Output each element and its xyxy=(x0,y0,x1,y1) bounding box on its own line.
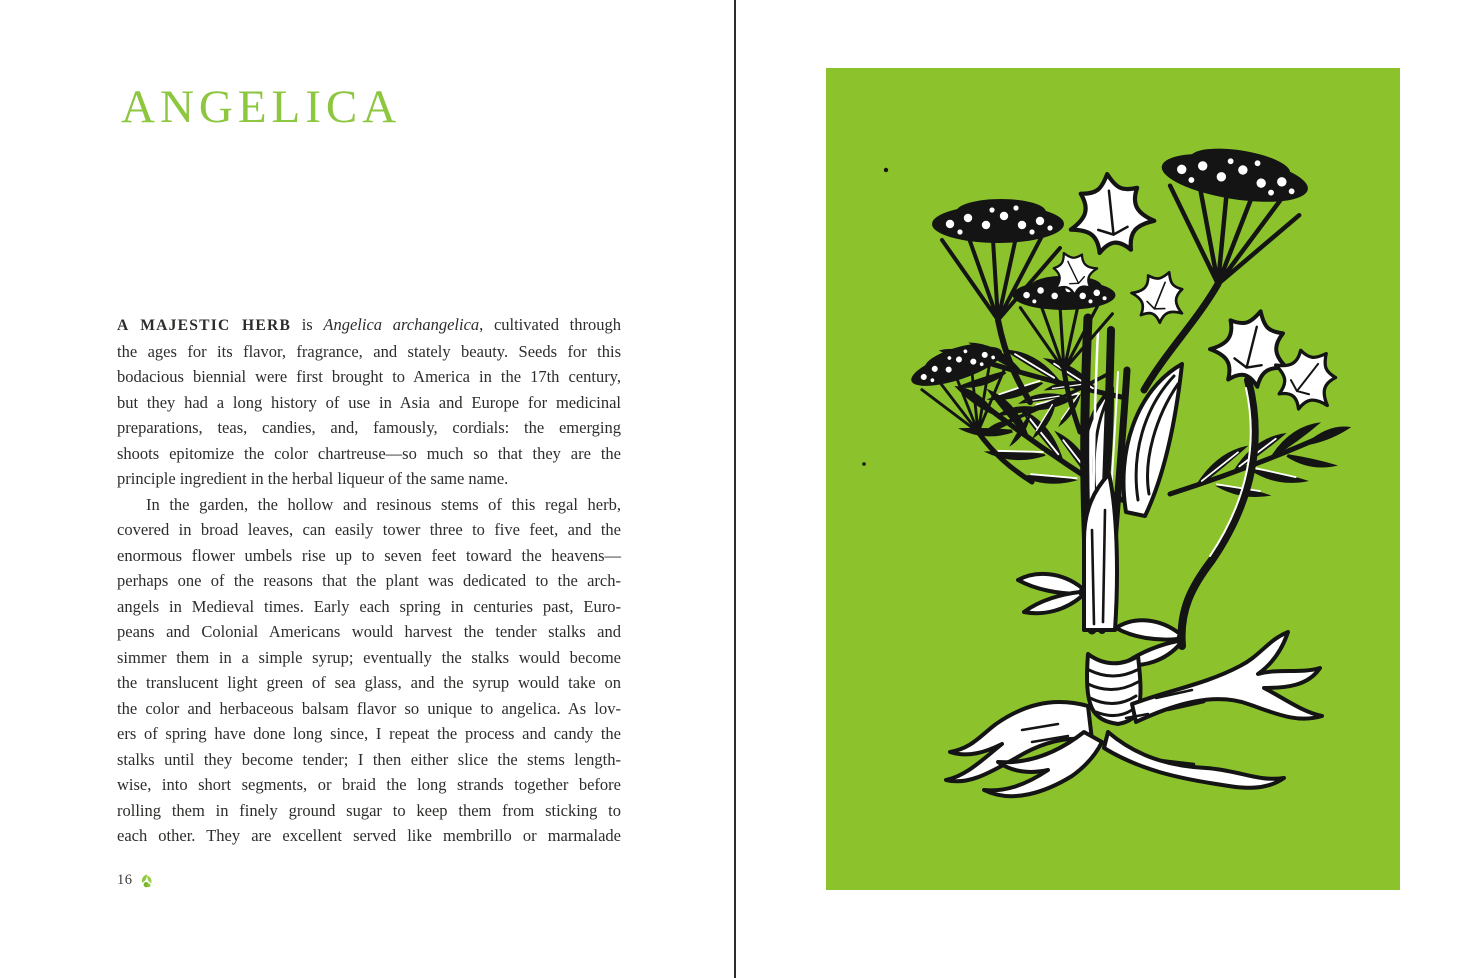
paragraph-1 xyxy=(117,312,621,492)
illustration-panel xyxy=(826,68,1400,890)
stalk-leaf-pair xyxy=(1018,574,1082,613)
text-line: shoots epitomize the color chartreuse—so much so that they are the xyxy=(117,443,621,463)
page-gutter-divider xyxy=(734,0,736,978)
text-line: enormous flower umbels rise up to seven feet toward the heavens— xyxy=(117,545,621,565)
first-line-rest: , cultivated through xyxy=(479,315,621,334)
text-line: covered in broad leaves, can easily tower three to five feet, and the xyxy=(117,520,621,539)
text-line: each other. They are excellent served like membrillo or marmalade xyxy=(117,826,621,845)
text-line: the ages for its flavor, fragrance, and stately beauty. Seeds for this xyxy=(117,341,621,361)
root xyxy=(946,632,1322,796)
text-line: angels in Medieval times. Early each spring in centuries past, Euro- xyxy=(117,596,621,616)
chapter-title: ANGELICA xyxy=(121,81,402,133)
text-line: simmer them in a simple syrup; eventually the stalks would become xyxy=(117,647,621,667)
text-line: the color and herbaceous balsam flavor so unique to angelica. As lov- xyxy=(117,698,621,718)
text-line xyxy=(117,312,621,339)
page-number: 16 xyxy=(117,872,133,888)
lead-phrase: A MAJESTIC HERB xyxy=(117,317,292,334)
page-footer xyxy=(117,872,155,889)
text-line: the translucent light green of sea glass, and the syrup would take on xyxy=(117,673,621,692)
ink-speck xyxy=(862,462,866,466)
text-line: wise, into short segments, or braid the long strands together before xyxy=(117,775,621,794)
text-line: stalks until they become tender; I then either slice the stems length- xyxy=(117,749,621,769)
paragraph-2 xyxy=(117,492,621,849)
sprig-ornament-icon xyxy=(139,873,155,889)
body-text xyxy=(117,312,621,849)
ink-speck xyxy=(884,168,888,172)
text-line: principle ingredient in the herbal liqueur of the same name. xyxy=(117,469,509,488)
text-line: bodacious biennial were first brought to America in the 17th century, xyxy=(117,367,621,386)
text-line: preparations, teas, candies, and, famously, cordials: the emerging xyxy=(117,418,621,437)
latin-name: Angelica archangelica xyxy=(323,315,480,334)
text-line: In the garden, the hollow and resinous stems of this regal herb, xyxy=(146,494,621,514)
paragraph-1-lines xyxy=(117,339,621,492)
text-line: ers of spring have done long since, I repeat the process and candy the xyxy=(117,724,621,743)
text-line: peans and Colonial Americans would harvest the tender stalks and xyxy=(117,622,621,641)
text-line: rolling them in finely ground sugar to keep them from sticking to xyxy=(117,800,621,820)
text-line: but they had a long history of use in Asia and Europe for medicinal xyxy=(117,392,621,412)
lead-connector: is xyxy=(291,315,324,334)
paragraph-2-lines xyxy=(117,492,621,849)
text-line: perhaps one of the reasons that the plant was dedicated to the arch- xyxy=(117,571,621,590)
angelica-woodcut-illustration xyxy=(826,68,1400,890)
